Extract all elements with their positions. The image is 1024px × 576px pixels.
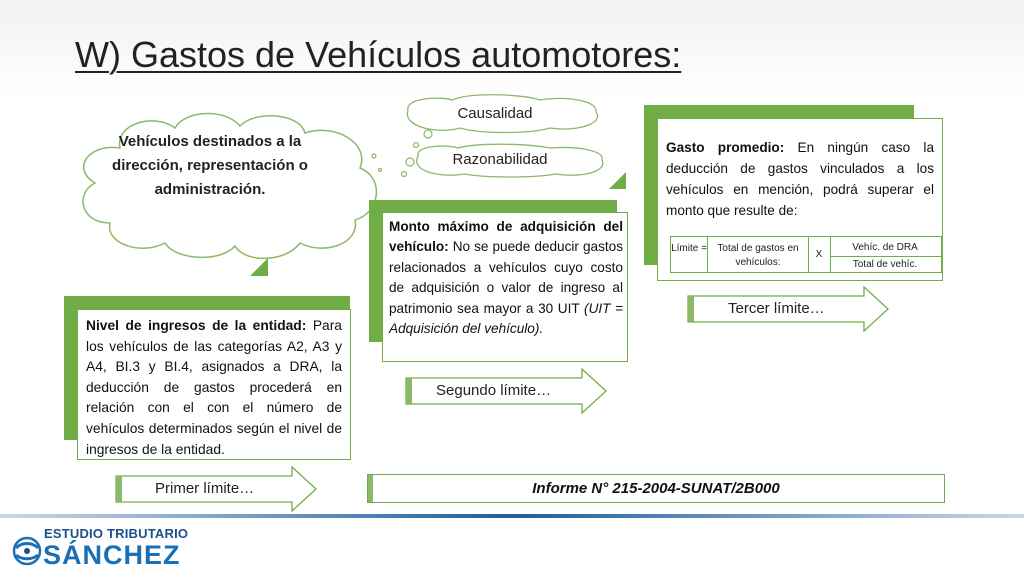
formula-times: X [815,249,823,260]
card2-note: (UIT = Adquisición del vehículo). [389,300,624,337]
logo-line1: ESTUDIO TRIBUTARIO [44,526,189,541]
formula-limite: Límite = [671,243,707,254]
informe-box [367,474,945,503]
informe-accent [368,475,373,502]
cloud-fold [250,258,268,276]
arrow-tercer-label: Tercer límite… [728,300,825,317]
arrow-segundo-label: Segundo límite… [436,382,552,399]
formula-total-gastos: Total de gastos en vehículos: [717,243,799,268]
card1-body: Para los vehículos de las categorías A2, A3 y A4, BI.3 y BI.4, asignados a DRA, la deducción de gastos procederá en relación con el con el número de vehículos determinados según el nivel de ingresos de la entidad. [86,318,342,457]
card1 [77,309,351,460]
formula-numerator: Vehíc. de DRA [852,242,918,253]
card2-heading: Monto máximo de adquisición del vehículo: [389,219,623,255]
razonabilidad-label: Razonabilidad [452,151,548,168]
card2-fold [609,172,626,189]
cloud-text: Vehículos destinados a la dirección, representación o administración. [112,133,308,198]
causalidad-label: Causalidad [457,105,533,122]
card2 [382,212,628,362]
logo-line2: SÁNCHEZ [43,540,181,570]
arrow-primer-label: Primer límite… [155,480,255,497]
formula-denominator: Total de vehíc. [852,259,918,270]
informe-text: Informe N° 215-2004-SUNAT/2B000 [532,480,780,497]
card3-heading: Gasto promedio: [666,140,785,155]
globe-logo-icon [12,536,42,566]
formula-fraction-line [831,256,941,257]
formula-box [670,236,942,273]
page-title: W) Gastos de Vehículos automotores: [75,34,682,75]
formula-divider-1 [707,237,708,272]
card3-body: En ningún caso la deducción de gastos vinculados a los vehículos en mención, podrá superar el monto que resulte de: [666,140,934,218]
card1-heading: Nivel de ingresos de la entidad: [86,318,307,333]
card2-body: No se puede deducir gastos relacionados a vehículos cuyo costo de adquisición o valor de ingreso al patrimonio sea mayor a 30 UIT [389,239,623,316]
